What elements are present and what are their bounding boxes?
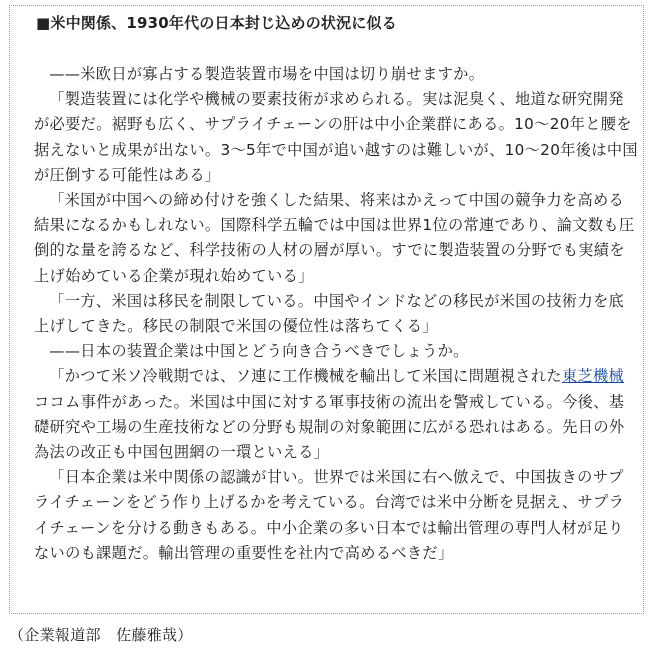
- section-heading: ■米中関係、1930年代の日本封じ込めの状況に似る: [36, 14, 397, 32]
- interview-question: ——日本の装置企業は中国とどう向き合うべきでしょうか。: [49, 342, 469, 361]
- interview-answer: 「米国が中国への締め付けを強くした結果、将来はかえって中国の競争力を高める結果になるかもしれない。国際科学五輪では中国は世界1位の常連であり、論文数も圧倒的な量を誇るなど、科学技術の人材の層が厚い。すでに製造装置の分野でも実績を上げ始めている企業が現れ始めている」: [34, 191, 635, 285]
- answer-text-before-link: 「かつて米ソ冷戦期では、ソ連に工作機械を輸出して米国に問題視された: [49, 367, 562, 386]
- interview-answer: 「一方、米国は移民を制限している。中国やインドなどの移民が米国の技術力を底上げしてきた。移民の制限で米国の優位性は落ちてくる」: [34, 291, 625, 336]
- interview-answer: [34, 364, 638, 465]
- article-box: [9, 5, 644, 614]
- answer-text-after-link: ココム事件があった。米国は中国に対する軍事技術の流出を警戒している。今後、基礎研究や工場の生産技術などの分野も規制の対象範囲に広がる恐れはある。先日の外為法の改正も中国包囲網の一環といえる」: [34, 392, 625, 462]
- byline: （企業報道部 佐藤雅哉）: [9, 626, 193, 644]
- article-body: [34, 62, 638, 566]
- interview-answer: 「日本企業は米中関係の認識が甘い。世界では米国に右へ倣えで、中国抜きのサプライチェーンをどう作り上げるかを考えている。台湾では米中分断を見据え、サプライチェーンを分ける動きもある。中小企業の多い日本では輸出管理の専門人材が足りないのも課題だ。輸出管理の重要性を社内で高めるべきだ」: [34, 468, 625, 562]
- interview-question: ——米欧日が寡占する製造装置市場を中国は切り崩せますか。: [49, 65, 485, 83]
- interview-answer: 「製造装置には化学や機械の要素技術が求められる。実は泥臭く、地道な研究開発が必要だ。裾野も広く、サプライチェーンの肝は中小企業群にある。10〜20年と腰を据えないと成果が出ない。3〜5年で中国が追い越すのは難しいが、10〜20年後は中国が圧倒する可能性はある」: [34, 90, 638, 184]
- company-link-toshiba-machine[interactable]: 東芝機械: [561, 367, 625, 386]
